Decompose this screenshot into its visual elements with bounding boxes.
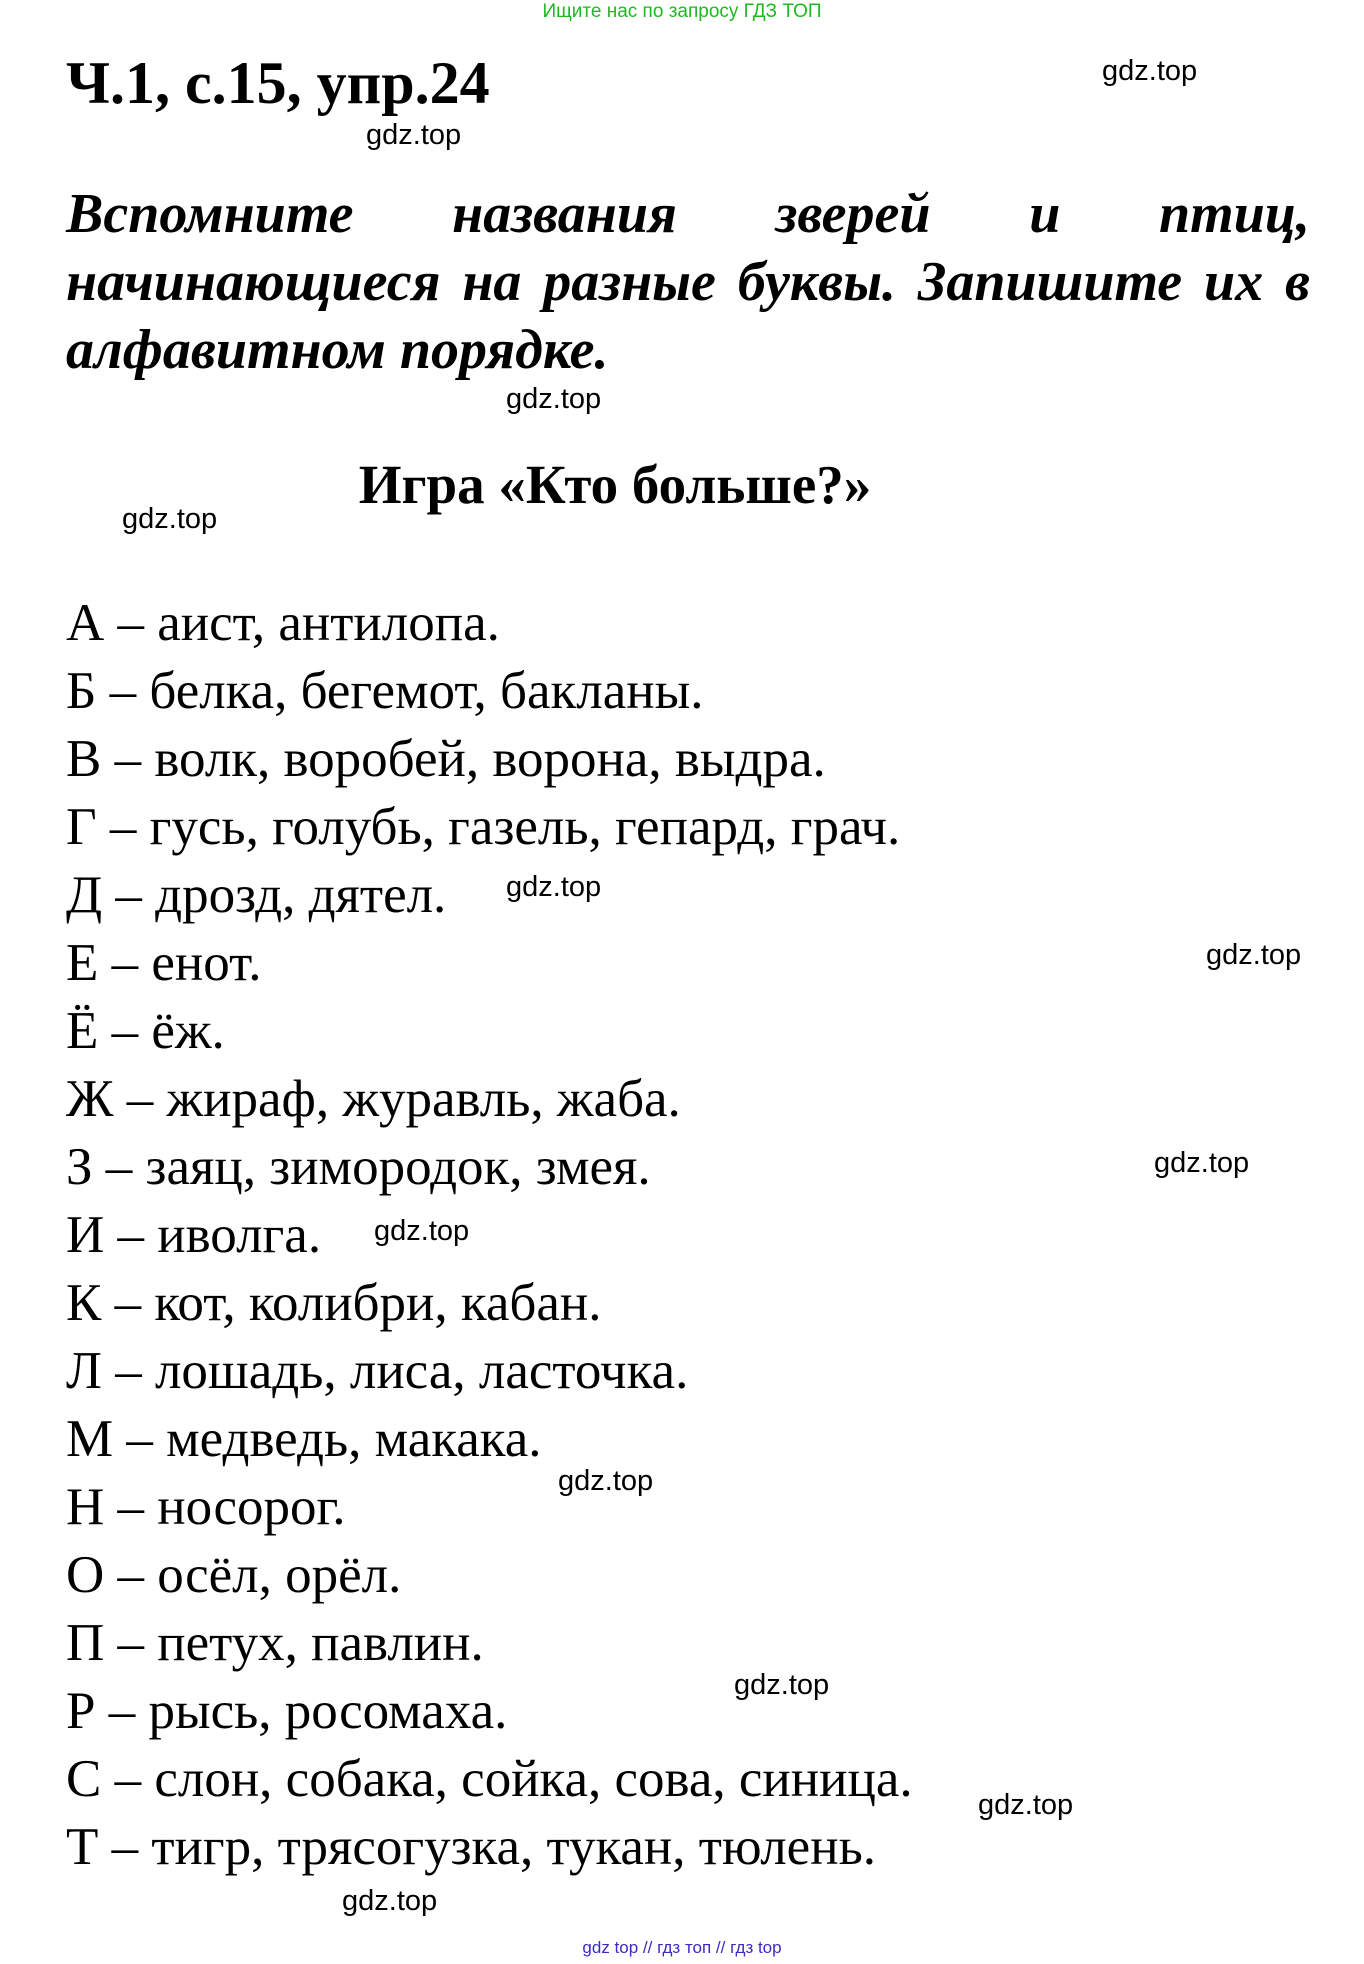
list-item: О – осёл, орёл.	[66, 1546, 402, 1604]
game-title: Игра «Кто больше?»	[358, 454, 872, 515]
list-item: Г – гусь, голубь, газель, гепард, грач.	[66, 798, 901, 856]
watermark: gdz.top	[506, 383, 602, 415]
list-item: В – волк, воробей, ворона, выдра.	[66, 730, 826, 788]
footer-watermark: gdz top // гдз топ // гдз top	[582, 1938, 782, 1957]
list-item: Б – белка, бегемот, бакланы.	[66, 662, 704, 720]
watermark: gdz.top	[1206, 939, 1302, 971]
exercise-instruction	[66, 180, 1310, 384]
top-banner: Ищите нас по запросу ГДЗ ТОП	[542, 1, 822, 22]
list-item: Т – тигр, трясогузка, тукан, тюлень.	[66, 1818, 876, 1876]
watermark: gdz.top	[978, 1789, 1074, 1821]
list-item: Е – енот.	[66, 934, 262, 992]
watermark: gdz.top	[342, 1885, 438, 1917]
watermark: gdz.top	[1154, 1147, 1250, 1179]
list-item: Ж – жираф, журавль, жаба.	[66, 1070, 681, 1128]
list-item: Ё – ёж.	[66, 1002, 225, 1060]
list-item: Л – лошадь, лиса, ласточка.	[66, 1342, 689, 1400]
list-item: С – слон, собака, сойка, сова, синица.	[66, 1750, 913, 1808]
instruction-line-1: Вспомните названия зверей и птиц,	[66, 183, 1310, 245]
list-item: А – аист, антилопа.	[66, 594, 500, 652]
watermark: gdz.top	[506, 871, 602, 903]
instruction-line-2: начинающиеся на разные буквы. Запишите их в	[66, 251, 1310, 313]
watermark: gdz.top	[734, 1669, 830, 1701]
list-item: Н – носорог.	[66, 1478, 346, 1536]
list-item: К – кот, колибри, кабан.	[66, 1274, 602, 1332]
list-item: И – иволга.	[66, 1206, 322, 1264]
list-item: З – заяц, зимородок, змея.	[66, 1138, 651, 1196]
watermark: gdz.top	[374, 1215, 470, 1247]
list-item: Д – дрозд, дятел.	[66, 866, 447, 924]
list-item: П – петух, павлин.	[66, 1614, 484, 1672]
instruction-line-3: алфавитном порядке.	[66, 319, 609, 381]
page-heading: Ч.1, с.15, упр.24	[66, 50, 490, 116]
watermark: gdz.top	[1102, 55, 1198, 87]
watermark: gdz.top	[366, 119, 462, 151]
list-item: Р – рысь, росомаха.	[66, 1682, 508, 1740]
watermark: gdz.top	[558, 1465, 654, 1497]
list-item: М – медведь, макака.	[66, 1410, 542, 1468]
watermark: gdz.top	[122, 503, 218, 535]
